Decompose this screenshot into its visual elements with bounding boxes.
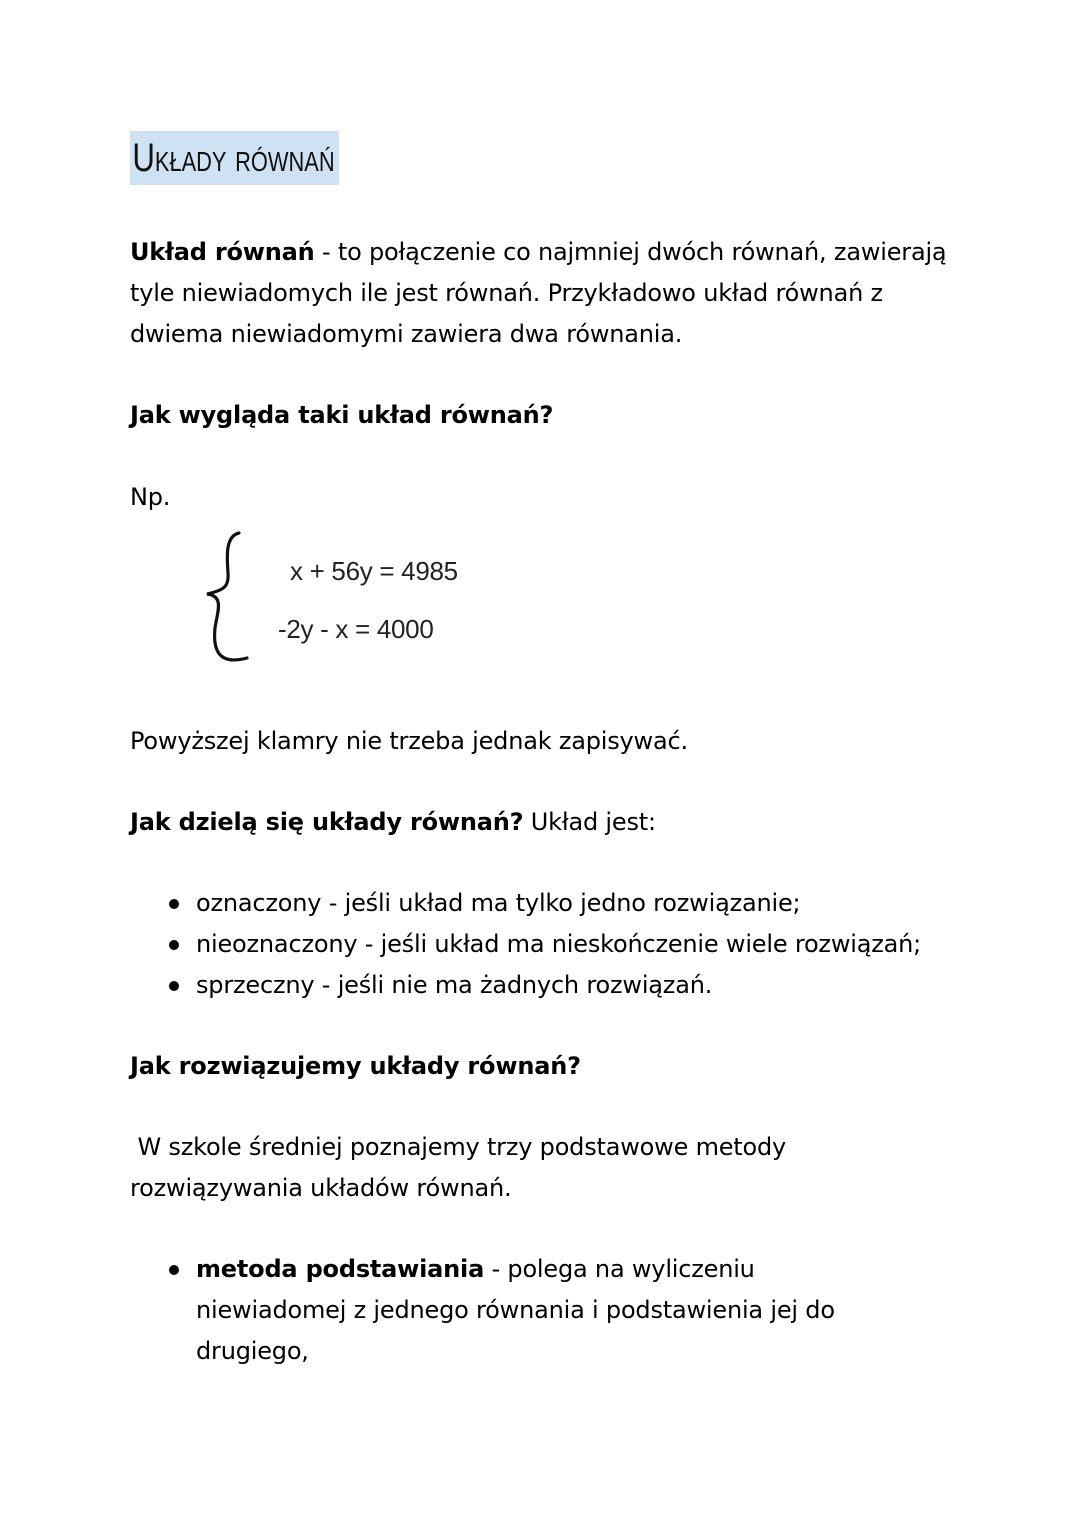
list-item bbox=[160, 965, 960, 1006]
list-item bbox=[160, 924, 960, 965]
bullet-icon bbox=[169, 1265, 179, 1275]
method-description: - polega na wyliczeniu niewiadomej z jednego równania i podstawienia jej do drugiego, bbox=[196, 1255, 835, 1365]
definition-term: Układ równań bbox=[130, 238, 315, 266]
methods-list bbox=[160, 1249, 900, 1372]
example-label: Np. bbox=[130, 483, 171, 511]
equation-2: -2y - x = 4000 bbox=[278, 614, 434, 644]
classification-heading-line bbox=[130, 802, 960, 843]
definition-text: - to połączenie co najmniej dwóch równań, zawierają tyle niewiadomych ile jest równań. Przykładowo układ równań z dwiema niewiadomymi zawiera dwa równania. bbox=[130, 238, 947, 348]
list-item-text: oznaczony - jeśli układ ma tylko jedno rozwiązanie; bbox=[196, 889, 801, 917]
bullet-icon bbox=[169, 981, 179, 991]
brace-note: Powyższej klamry nie trzeba jednak zapisywać. bbox=[130, 727, 688, 755]
bullet-icon bbox=[169, 940, 179, 950]
bullet-icon bbox=[169, 899, 179, 909]
method-name: metoda podstawiania bbox=[196, 1255, 485, 1283]
section-heading-classification: Jak dzielą się układy równań? bbox=[130, 808, 524, 836]
classification-list bbox=[160, 883, 960, 1006]
list-item-text: sprzeczny - jeśli nie ma żadnych rozwiązań. bbox=[196, 971, 713, 999]
section-heading-example: Jak wygląda taki układ równań? bbox=[130, 401, 554, 429]
definition-paragraph bbox=[130, 232, 960, 355]
list-item bbox=[160, 883, 960, 924]
equation-system bbox=[195, 528, 495, 678]
page-title: Układy równań bbox=[130, 131, 339, 185]
section-heading-solving: Jak rozwiązujemy układy równań? bbox=[130, 1052, 581, 1080]
curly-brace-icon bbox=[195, 528, 265, 678]
equation-1: x + 56y = 4985 bbox=[290, 556, 458, 586]
solving-intro: W szkole średniej poznajemy trzy podstawowe metody rozwiązywania układów równań. bbox=[130, 1133, 794, 1202]
classification-suffix: Układ jest: bbox=[523, 808, 656, 836]
list-item-text: nieoznaczony - jeśli układ ma nieskończenie wiele rozwiązań; bbox=[196, 930, 922, 958]
list-item bbox=[160, 1249, 900, 1372]
